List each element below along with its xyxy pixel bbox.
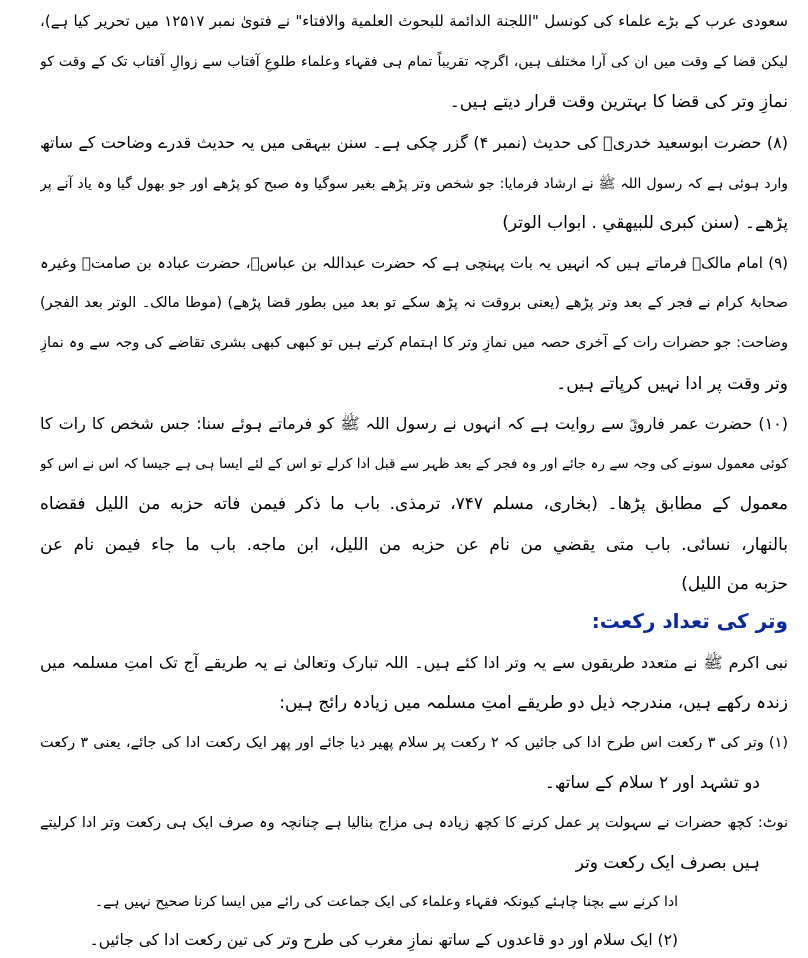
text-line: وتر وقت پر ادا نہیں کرپاتے ہیں۔ (556, 374, 788, 394)
section-heading: وتر کی تعداد رکعت: (591, 609, 788, 633)
text-line: معمول کے مطابق پڑھا۔ (بخاری، مسلم ۷۴۷، ترمذی. باب ما ذكر فيمن فاته حزبه من الليل فقضاه (40, 494, 788, 514)
text-line: (۸) حضرت ابوسعید خدریؓ کی حدیث (نمبر ۴) گزر چکی ہے۔ سنن بیہقی میں یہ حدیث قدرے وضاحت کے ساتھ (40, 133, 788, 152)
text-line: کوئی معمول سونے کی وجہ سے رہ جائے اور وہ فجر کے بعد ظہر سے قبل ادا کرلے تو اس کے لئے ایسا ہی ہے جیسا کہ اس نے اس کو (40, 456, 788, 472)
text-line: حزبه من الليل) (681, 574, 788, 594)
text-line: (۹) امام مالکؒ فرماتے ہیں کہ انہیں یہ بات پہنچی ہے کہ حضرت عبداللہ بن عباسؓ، حضرت عبادہ بن صامتؓ وغیرہ (40, 254, 788, 272)
text-line: زندہ رکھے ہیں، مندرجہ ذیل دو طریقے امتِ مسلمہ میں زیادہ رائج ہیں: (279, 693, 788, 713)
text-line: (۱) وتر کی ۳ رکعت اس طرح ادا کی جائیں کہ ۲ رکعت پر سلام پھیر دیا جائے اور پھر ایک رکعت ادا کی جائے، یعنی ۳ رکعت (40, 735, 788, 751)
text-line: ادا کرنے سے بچنا چاہئے کیونکہ فقہاء وعلماء کی ایک جماعت کی رائے میں ایسا کرنا صحیح نہیں ہے۔ (94, 894, 678, 910)
text-line: صحابۂ کرام نے فجر کے بعد وتر پڑھے (یعنی بروقت نہ پڑھ سکے تو بعد میں بطور قضا پڑھے) (موطا مالک۔ الوتر بعد الفجر) (40, 295, 788, 311)
text-line: نمازِ وتر کی قضا کا بہترین وقت قرار دیتے ہیں۔ (449, 92, 788, 112)
text-line: بالنهار، نسائى. باب متى يقضي من نام عن حزبه من الليل، ابن ماجه. باب ما جاء فيمن نام عن (40, 535, 788, 555)
text-line: نبی اکرم ﷺ نے متعدد طریقوں سے یہ وتر ادا کئے ہیں۔ اللہ تبارک وتعالیٰ نے یہ طریقے آج تک امتِ مسلمہ میں (40, 653, 788, 672)
text-line: نوٹ: کچھ حضرات نے سہولت پر عمل کرنے کا کچھ زیادہ ہی مزاج بنالیا ہے چنانچہ وہ صرف ایک ہی رکعت وتر ادا کرلیتے (40, 815, 788, 831)
text-line: (۱۰) حضرت عمر فاروقؓ سے روایت ہے کہ انہوں نے رسول اللہ ﷺ کو فرماتے ہوئے سنا: جس شخص کا رات کا (40, 414, 788, 433)
text-line: پڑھے۔ (سنن كبرى للبيهقي . ابواب الوتر) (502, 213, 788, 233)
text-line: وضاحت: جو حضرات رات کے آخری حصہ میں نمازِ وتر کا اہتمام کرتے ہیں تو کبھی کبھی بشری تقاضے کی وجہ سے وہ نمازِ (40, 335, 788, 351)
text-line: دو تشہد اور ۲ سلام کے ساتھ۔ (544, 773, 760, 793)
text-line: ہیں بصرف ایک رکعت وتر (575, 853, 760, 873)
text-line: وارد ہوئی ہے کہ رسول اللہ ﷺ نے ارشاد فرمایا: جو شخص وتر پڑھے بغیر سوگیا وہ صبح کو پڑھے اور جو بھول گیا وہ یاد آنے پر (40, 176, 788, 192)
text-line: لیکن قضا کے وقت میں ان کی آرا مختلف ہیں، اگرچہ تقریباً تمام ہی فقہاء وعلماء طلوعِ آفتاب سے زوالِ آفتاب تک کے وقت کو (40, 54, 788, 70)
text-line: (۲) ایک سلام اور دو قاعدوں کے ساتھ نمازِ مغرب کی طرح وتر کی تین رکعت ادا کی جائیں۔ (89, 931, 678, 949)
text-line: سعودی عرب کے بڑے علماء کی کونسل "اللجنة الدائمة للبحوث العلمية والافتاء" نے فتویٰ نمبر ۱۲۵۱۷ میں تحریر کیا ہے)، (40, 12, 788, 30)
document-page (40, 0, 788, 957)
